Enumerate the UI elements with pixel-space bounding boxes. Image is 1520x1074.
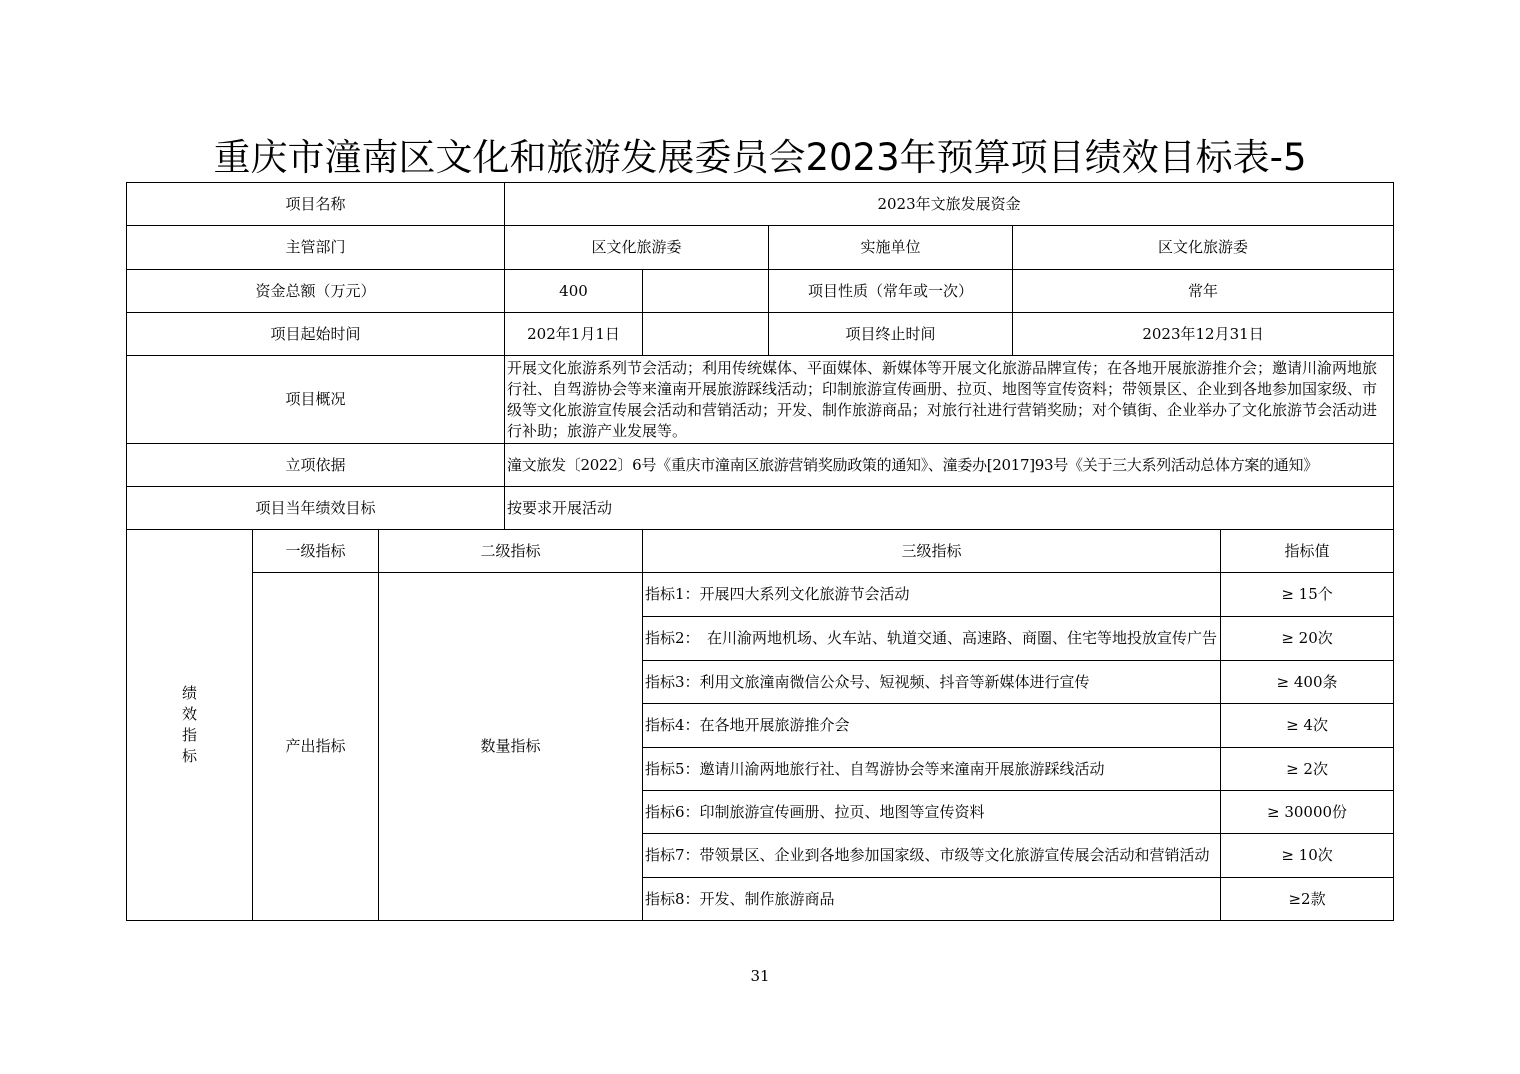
row-goal: [127, 487, 1394, 530]
section-label-char: 指: [181, 726, 197, 744]
basis-value: 潼文旅发〔2022〕6号《重庆市潼南区旅游营销奖励政策的通知》、潼委办[2017]93号《关于三大系列活动总体方案的通知》: [505, 444, 1394, 487]
indicator-value: ≥ 15个: [1221, 573, 1394, 617]
nature-label: 项目性质（常年或一次）: [769, 270, 1013, 313]
header-level3: 三级指标: [643, 530, 1221, 573]
impl-unit-value: 区文化旅游委: [1013, 226, 1394, 270]
section-label-char: 绩: [181, 684, 197, 702]
indicator-name: 指标4：在各地开展旅游推介会: [643, 704, 1221, 748]
page-number: 31: [750, 967, 770, 985]
row-project-name: [127, 183, 1394, 226]
overview-label: 项目概况: [127, 356, 505, 444]
row-basis: [127, 444, 1394, 487]
overview-value: 开展文化旅游系列节会活动；利用传统媒体、平面媒体、新媒体等开展文化旅游品牌宣传；在各地开展旅游推介会；邀请川渝两地旅行社、自驾游协会等来潼南开展旅游踩线活动；印制旅游宣传画册、拉页、地图等宣传资料；带领景区、企业到各地参加国家级、市级等文化旅游宣传展会活动和营销活动；开发、制作旅游商品；对旅行社进行营销奖励；对个镇街、企业举办了文化旅游节会活动进行补助；旅游产业发展等。: [505, 356, 1394, 444]
indicator-value: ≥ 20次: [1221, 617, 1394, 661]
indicator-value: ≥ 4次: [1221, 704, 1394, 748]
indicator-name: 指标2： 在川渝两地机场、火车站、轨道交通、高速路、商圈、住宅等地投放宣传广告: [643, 617, 1221, 661]
indicator-value: ≥2款: [1221, 878, 1394, 921]
dept-label: 主管部门: [127, 226, 505, 270]
indicator-name: 指标1：开展四大系列文化旅游节会活动: [643, 573, 1221, 617]
indicator-header-row: [127, 530, 1394, 573]
project-name-value: 2023年文旅发展资金: [505, 183, 1394, 226]
fund-label: 资金总额（万元）: [127, 270, 505, 313]
row-dept: [127, 226, 1394, 270]
performance-indicator-section-label: [127, 530, 253, 921]
header-value: 指标值: [1221, 530, 1394, 573]
nature-value: 常年: [1013, 270, 1394, 313]
section-label-char: 标: [181, 747, 197, 765]
indicator-name: 指标5：邀请川渝两地旅行社、自驾游协会等来潼南开展旅游踩线活动: [643, 748, 1221, 791]
indicator-row: [127, 573, 1394, 617]
end-time-label: 项目终止时间: [769, 313, 1013, 356]
fund-empty: [643, 270, 769, 313]
indicator-name: 指标8：开发、制作旅游商品: [643, 878, 1221, 921]
indicator-value: ≥ 30000份: [1221, 791, 1394, 834]
indicator-name: 指标7：带领景区、企业到各地参加国家级、市级等文化旅游宣传展会活动和营销活动: [643, 834, 1221, 878]
header-level1: 一级指标: [253, 530, 379, 573]
row-overview: [127, 356, 1394, 444]
start-time-label: 项目起始时间: [127, 313, 505, 356]
level2-quantity-indicator: 数量指标: [379, 573, 643, 921]
indicator-value: ≥ 400条: [1221, 661, 1394, 704]
document-title: 重庆市潼南区文化和旅游发展委员会2023年预算项目绩效目标表-5: [213, 136, 1307, 179]
indicator-name: 指标3：利用文旅潼南微信公众号、短视频、抖音等新媒体进行宣传: [643, 661, 1221, 704]
fund-value: 400: [505, 270, 643, 313]
indicator-value: ≥ 2次: [1221, 748, 1394, 791]
start-time-value: 202年1月1日: [505, 313, 643, 356]
header-level2: 二级指标: [379, 530, 643, 573]
basis-label: 立项依据: [127, 444, 505, 487]
dept-value: 区文化旅游委: [505, 226, 769, 270]
level1-output-indicator: 产出指标: [253, 573, 379, 921]
indicator-value: ≥ 10次: [1221, 834, 1394, 878]
row-fund: [127, 270, 1394, 313]
goal-value: 按要求开展活动: [505, 487, 1394, 530]
time-empty: [643, 313, 769, 356]
indicator-name: 指标6：印制旅游宣传画册、拉页、地图等宣传资料: [643, 791, 1221, 834]
project-name-label: 项目名称: [127, 183, 505, 226]
row-time: [127, 313, 1394, 356]
impl-unit-label: 实施单位: [769, 226, 1013, 270]
end-time-value: 2023年12月31日: [1013, 313, 1394, 356]
section-label-char: 效: [181, 705, 197, 723]
goal-label: 项目当年绩效目标: [127, 487, 505, 530]
performance-target-table: [126, 182, 1394, 921]
